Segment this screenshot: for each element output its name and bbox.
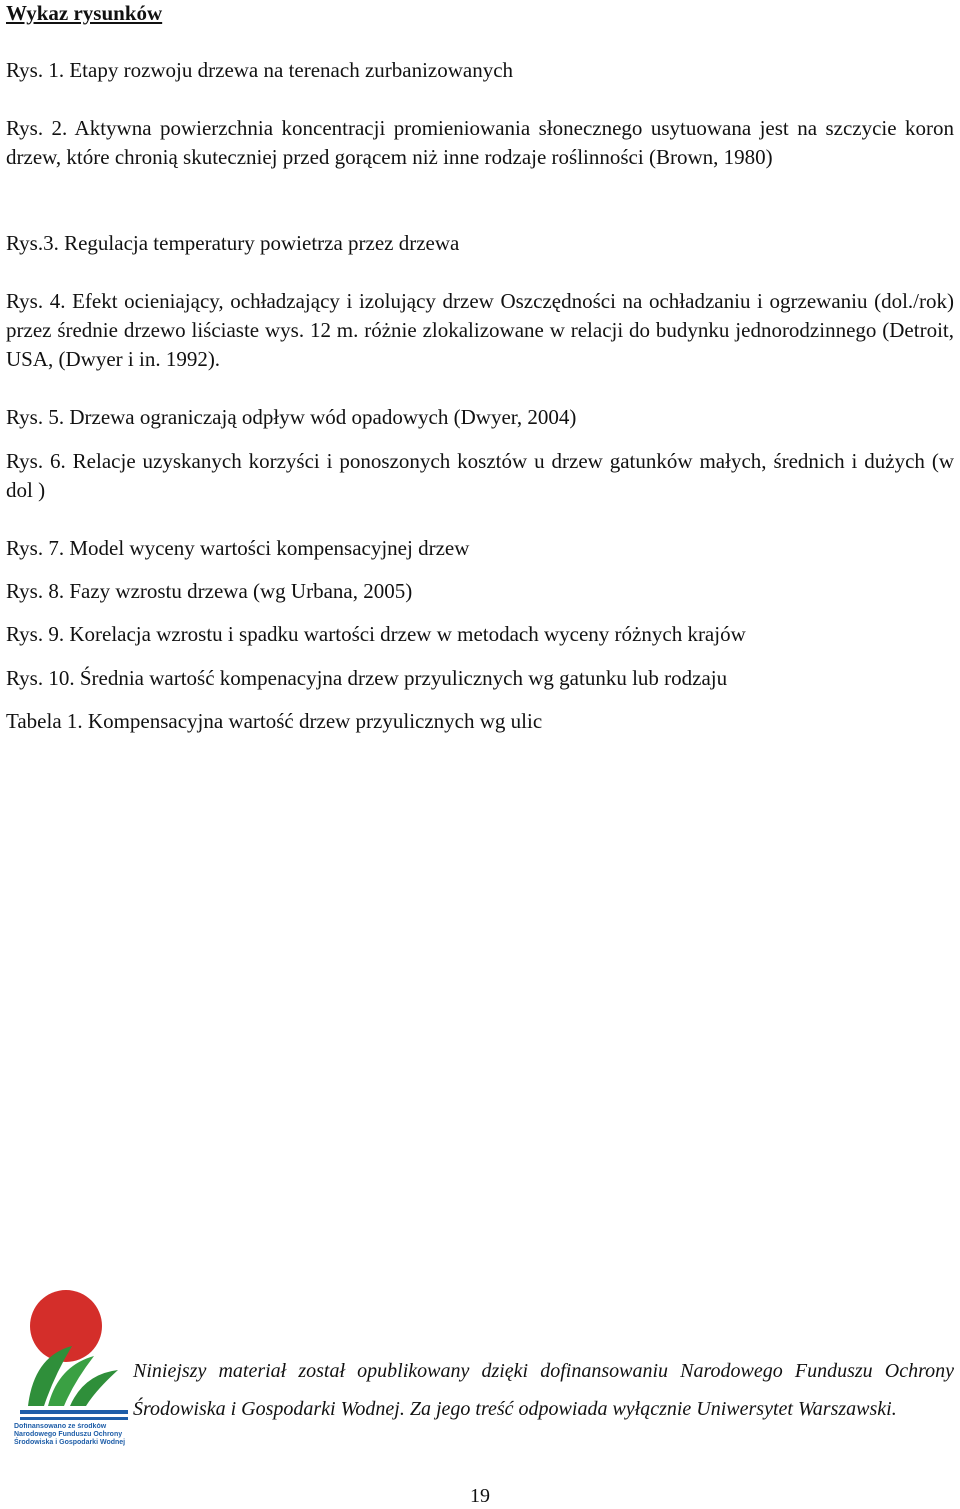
page-number: 19	[470, 1485, 490, 1507]
logo-water-stripe	[20, 1410, 128, 1414]
figure-list-item: Rys.3. Regulacja temperatury powietrza przez drzewa	[6, 231, 460, 255]
table-list-item: Tabela 1. Kompensacyjna wartość drzew przyulicznych wg ulic	[6, 709, 543, 733]
figure-list-item: Rys. 7. Model wyceny wartości kompensacyjnej drzew	[6, 536, 470, 560]
figure-list-item: Rys. 5. Drzewa ograniczają odpływ wód opadowych (Dwyer, 2004)	[6, 405, 577, 429]
logo-caption: Dofinansowano ze środków Narodowego Funduszu Ochrony Środowiska i Gospodarki Wodnej	[14, 1423, 126, 1446]
figure-list-item: Rys. 4. Efekt ocieniający, ochładzający i izolujący drzew Oszczędności na ochładzaniu i ogrzewaniu (dol./rok) przez średnie drzewo liściaste wys. 12 m. różnie zlokalizowane w relacji do budynku jednorodzinnego (Detroit, USA, (Dwyer i in. 1992).	[6, 289, 954, 371]
figure-list-item: Rys. 6. Relacje uzyskanych korzyści i ponoszonych kosztów u drzew gatunków małych, średnich i dużych (w dol )	[6, 449, 954, 502]
figure-list-item: Rys. 2. Aktywna powierzchnia koncentracji promieniowania słonecznego usytuowana jest na szczycie koron drzew, które chronią skuteczniej przed gorącem niż inne rodzaje roślinności (Brown, 1980)	[6, 116, 954, 169]
logo-water-stripe	[20, 1417, 128, 1420]
figure-list-item: Rys. 9. Korelacja wzrostu i spadku wartości drzew w metodach wyceny różnych krajów	[6, 622, 746, 646]
figure-list-item: Rys. 10. Średnia wartość kompenacyjna drzew przyulicznych wg gatunku lub rodzaju	[6, 666, 728, 690]
funding-notice: Niniejszy materiał został opublikowany dzięki dofinansowaniu Narodowego Funduszu Ochrony Środowiska i Gospodarki Wodnej. Za jego treść odpowiada wyłącznie Uniwersytet Warszawski.	[133, 1360, 954, 1420]
nfosigw-logo	[14, 1286, 130, 1456]
figure-list-item: Rys. 1. Etapy rozwoju drzewa na terenach zurbanizowanych	[6, 58, 514, 82]
figure-list-item: Rys. 8. Fazy wzrostu drzewa (wg Urbana, 2005)	[6, 579, 413, 603]
page-heading: Wykaz rysunków	[6, 1, 163, 25]
nfosigw-logo-icon	[14, 1286, 130, 1456]
